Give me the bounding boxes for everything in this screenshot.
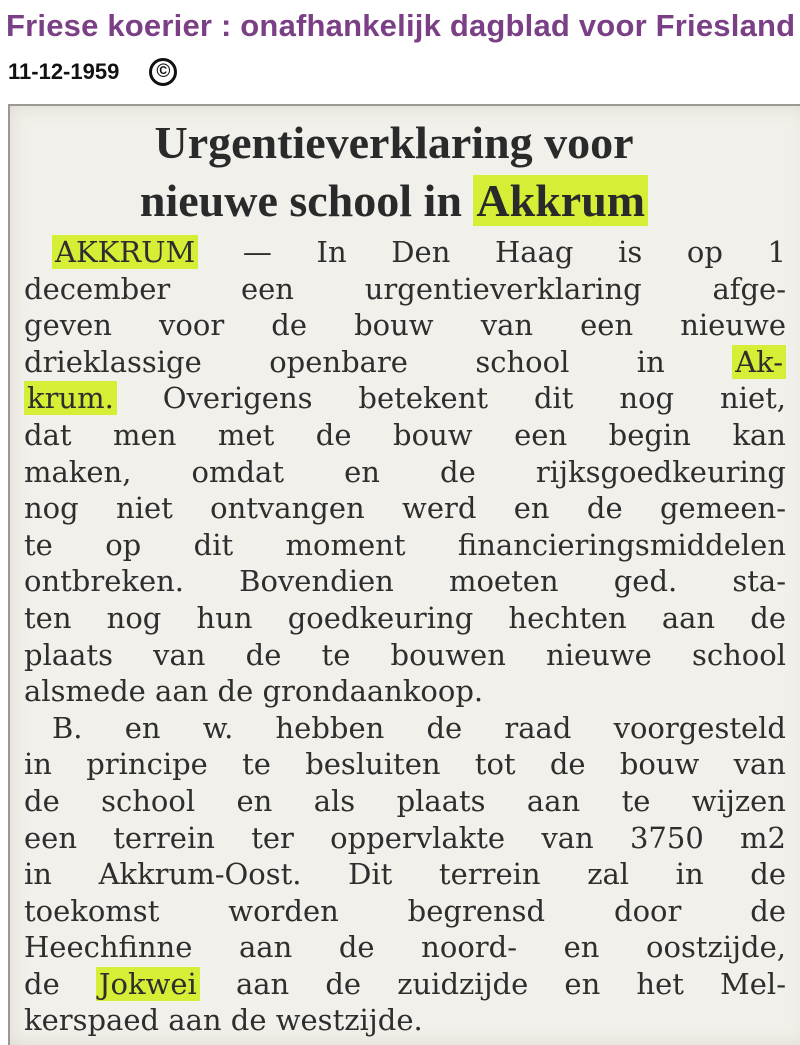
text-line: te op dit moment financieringsmiddelen: [24, 527, 786, 562]
text-span: aan de zuidzijde en het Mel-: [199, 966, 786, 1001]
headline-line-2: [10, 172, 778, 230]
text-line: ontbreken. Bovendien moeten ged. sta-: [24, 564, 786, 599]
text-line: maken, omdat en de rijksgoedkeuring: [24, 454, 786, 489]
text-line: B. en w. hebben de raad voorgesteld: [52, 710, 786, 745]
search-highlight-ak: Ak-: [732, 345, 786, 379]
text-line: nog niet ontvangen werd en de gemeen-: [24, 491, 786, 526]
search-highlight-dateline: AKKRUM: [52, 235, 198, 269]
text-line: kerspaed aan de westzijde.: [24, 1003, 423, 1038]
text-line: Heechfinne aan de noord- en oostzijde,: [24, 930, 786, 965]
newspaper-clipping: [8, 104, 800, 1045]
text-line: alsmede aan de grondaankoop.: [24, 674, 484, 709]
search-highlight-akkrum: Akkrum: [473, 175, 648, 226]
text-line: in Akkrum-Oost. Dit terrein zal in de: [24, 857, 786, 892]
article-headline: [10, 114, 800, 230]
paragraph-2: [24, 710, 786, 1039]
article-body: [24, 234, 786, 1039]
text-line: een terrein ter oppervlakte van 3750 m2: [24, 820, 786, 855]
text-span: Overigens betekent dit nog niet,: [116, 381, 786, 416]
headline-line-1: Urgentieverklaring voor: [154, 117, 634, 168]
text-line: [24, 966, 786, 1003]
copyright-icon[interactable]: ©: [149, 58, 177, 86]
text-line: [24, 344, 786, 381]
headline-line-2-text: nieuwe school in: [139, 175, 474, 226]
text-line: geven voor de bouw van een nieuwe: [24, 308, 786, 343]
text-line: december een urgentieverklaring afge-: [24, 271, 786, 306]
text-span: drieklassige openbare school in: [24, 344, 733, 379]
text-line: [24, 380, 786, 417]
text-line: de school en als plaats aan te wijzen: [24, 783, 786, 818]
text-span: — In Den Haag is op 1: [198, 235, 786, 269]
paragraph-1: [24, 234, 786, 710]
text-span: de: [24, 966, 96, 1001]
text-line: toekomst worden begrensd door de: [24, 893, 786, 928]
text-line: [24, 234, 786, 271]
text-line: dat men met de bouw een begin kan: [24, 417, 786, 452]
search-highlight-jokwei: Jokwei: [96, 967, 200, 1001]
search-highlight-krum: krum.: [24, 381, 117, 415]
publication-title[interactable]: Friese koerier : onafhankelijk dagblad voor Friesland: [6, 8, 796, 43]
text-line: in principe te besluiten tot de bouw van: [24, 747, 786, 782]
publication-date: 11-12-1959: [8, 59, 120, 84]
text-line: plaats van de te bouwen nieuwe school: [24, 637, 786, 672]
text-line: ten nog hun goedkeuring hechten aan de: [24, 600, 786, 635]
publication-meta: [8, 58, 177, 86]
